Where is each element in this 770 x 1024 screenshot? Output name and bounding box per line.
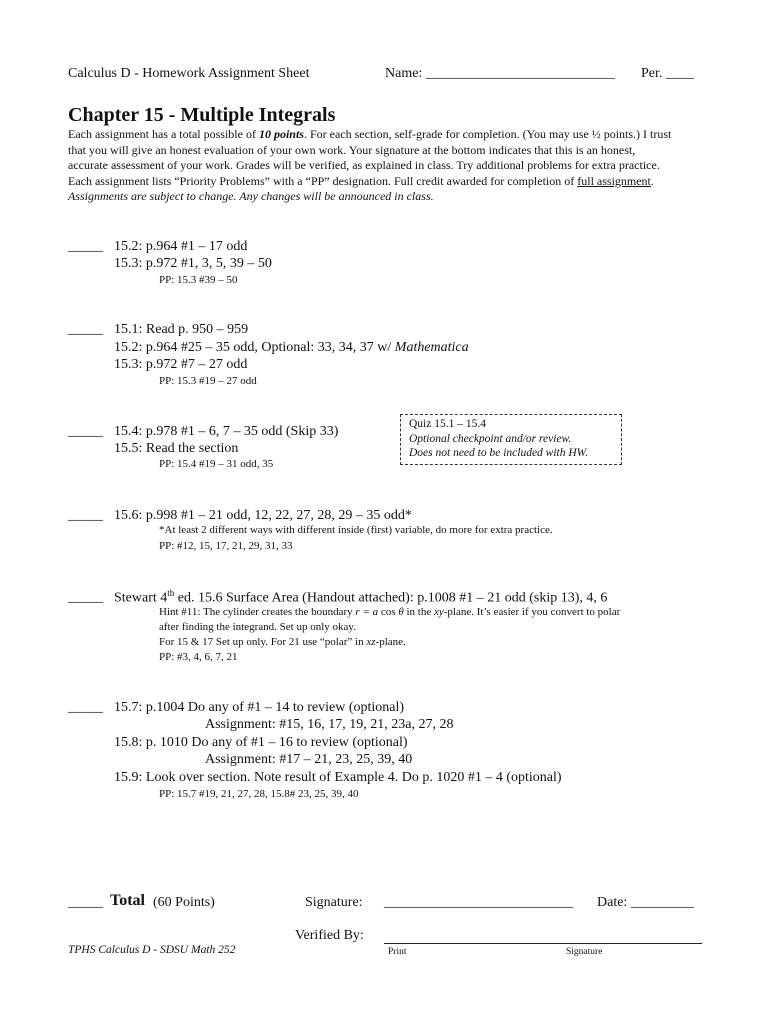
quiz-note-1: Optional checkpoint and/or review. — [409, 432, 572, 445]
grade-blank-4: _____ — [68, 508, 103, 523]
course-tag: TPHS Calculus D - SDSU Math 252 — [68, 944, 236, 956]
grade-blank-6: _____ — [68, 700, 103, 715]
assignment-3-pp: PP: 15.4 #19 – 31 odd, 35 — [159, 458, 274, 470]
name-field: Name: ___________________________ — [385, 66, 615, 81]
verified-by-label: Verified By: — [295, 928, 364, 943]
assignment-6-line-5: 15.9: Look over section. Note result of Example 4. Do p. 1020 #1 – 4 (optional) — [114, 770, 562, 785]
quiz-note-2: Does not need to be included with HW. — [409, 447, 589, 459]
grade-blank-1: _____ — [68, 239, 103, 254]
assignment-2-line-3: 15.3: p.972 #7 – 27 odd — [114, 357, 248, 372]
grade-blank-5: _____ — [68, 590, 103, 605]
course-header: Calculus D - Homework Assignment Sheet — [68, 66, 310, 81]
assignment-2-line-2: 15.2: p.964 #25 – 35 odd, Optional: 33, 34, 37 w/ Mathematica — [114, 340, 469, 355]
assignment-1-line-1: 15.2: p.964 #1 – 17 odd — [114, 239, 248, 254]
assignment-6-line-4: Assignment: #17 – 21, 23, 25, 39, 40 — [205, 752, 413, 767]
total-points: (60 Points) — [153, 895, 215, 910]
assignment-5-hint-2: after finding the integrand. Set up only okay. — [159, 621, 356, 633]
grade-blank-2: _____ — [68, 322, 103, 337]
assignment-5-line-1: Stewart 4th ed. 15.6 Surface Area (Handout attached): p.1008 #1 – 21 odd (skip 13), 4, 6 — [114, 588, 608, 606]
assignment-2-pp: PP: 15.3 #19 – 27 odd — [159, 375, 257, 387]
assignment-6-line-2: Assignment: #15, 16, 17, 19, 21, 23a, 27, 28 — [205, 717, 454, 732]
verified-by-line — [384, 943, 702, 944]
signature-line: ___________________________ — [384, 895, 573, 910]
signature-caption: Signature — [566, 947, 603, 957]
assignment-5-pp: PP: #3, 4, 6, 7, 21 — [159, 651, 238, 663]
total-label: Total — [110, 892, 145, 909]
page-title: Chapter 15 - Multiple Integrals — [68, 104, 336, 126]
assignment-6-line-1: 15.7: p.1004 Do any of #1 – 14 to review (optional) — [114, 700, 405, 715]
assignment-4-line-1: 15.6: p.998 #1 – 21 odd, 12, 22, 27, 28, 29 – 35 odd* — [114, 508, 412, 523]
assignment-2-line-1: 15.1: Read p. 950 – 959 — [114, 322, 249, 337]
signature-label: Signature: — [305, 895, 363, 910]
intro-paragraph: Each assignment has a total possible of 10 points. For each section, self-grade for completion. (You may use ½ points.) I trust that you will give an honest evaluation of your own work. Your signature at the bottom indicates that this is an honest, accurate assessment of your work. Grades will be verified, as explained in class. Try additional problems for extra practice. Each assignment lists “Priority Problems” with a “PP” designation. Full credit awarded for completion of full assignment. Assignments are subject to change. Any changes will be announced in class. — [68, 127, 672, 203]
total-blank: _____ — [68, 895, 103, 910]
assignment-1-pp: PP: 15.3 #39 – 50 — [159, 274, 238, 286]
assignment-3-line-1: 15.4: p.978 #1 – 6, 7 – 35 odd (Skip 33) — [114, 424, 339, 439]
assignment-5-hint-3: For 15 & 17 Set up only. For 21 use “polar” in xz-plane. — [159, 636, 406, 648]
assignment-1-line-2: 15.3: p.972 #1, 3, 5, 39 – 50 — [114, 256, 272, 271]
assignment-4-note: *At least 2 different ways with different inside (first) variable, do more for extra practice. — [159, 524, 553, 536]
quiz-title: Quiz 15.1 – 15.4 — [409, 418, 486, 430]
date-field: Date: _________ — [597, 895, 694, 910]
assignment-3-line-2: 15.5: Read the section — [114, 441, 239, 456]
quiz-box — [400, 414, 622, 465]
grade-blank-3: _____ — [68, 424, 103, 439]
assignment-6-pp: PP: 15.7 #19, 21, 27, 28, 15.8# 23, 25, 39, 40 — [159, 788, 359, 800]
assignment-6-line-3: 15.8: p. 1010 Do any of #1 – 16 to review (optional) — [114, 735, 408, 750]
assignment-4-pp: PP: #12, 15, 17, 21, 29, 31, 33 — [159, 540, 293, 552]
period-field: Per. ____ — [641, 66, 694, 81]
assignment-5-hint-1: Hint #11: The cylinder creates the boundary r = a cos θ in the xy-plane. It’s easier if you convert to polar — [159, 606, 621, 618]
print-caption: Print — [388, 947, 407, 957]
